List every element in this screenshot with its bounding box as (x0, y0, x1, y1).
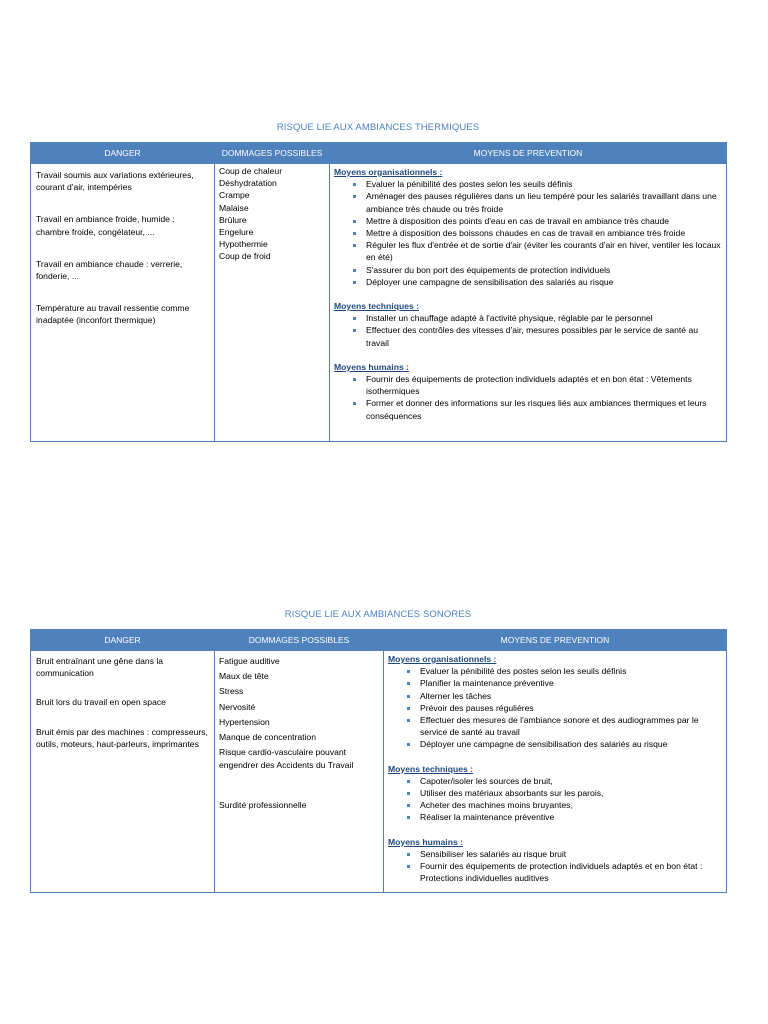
list-item: Mettre à disposition des boissons chaudes en cas de travail en ambiance très froide (366, 227, 722, 239)
list-item: Sensibiliser les salariés au risque bruit (420, 848, 722, 860)
sonore-risk-table (30, 629, 727, 893)
damage-item: Manque de concentration (219, 732, 316, 743)
header-moyens: MOYENS DE PREVENTION (330, 143, 727, 164)
damage-item: Fatigue auditive (219, 656, 280, 666)
moyens-org-list (334, 178, 722, 288)
list-item: Installer un chauffage adapté à l'activité physique, réglable par le personnel (366, 312, 722, 324)
damage-item: Surdité professionnelle (219, 800, 307, 811)
danger-item: Travail en ambiance froide, humide : chambre froide, congélateur, ... (36, 214, 175, 237)
list-item: Alterner les tâches (420, 690, 722, 702)
moyens-cell (330, 164, 727, 442)
thermal-risk-table (30, 142, 727, 442)
moyens-org-title: Moyens organisationnels : (334, 167, 443, 177)
moyens-org-title: Moyens organisationnels : (388, 654, 497, 664)
damage-item: Stress (219, 686, 244, 697)
damage-item: Crampe (219, 190, 250, 201)
header-dommages: DOMMAGES POSSIBLES (215, 630, 384, 651)
header-dommages: DOMMAGES POSSIBLES (215, 143, 330, 164)
table-header-row (31, 630, 727, 651)
danger-item: Travail en ambiance chaude : verrerie, fonderie, ... (36, 258, 183, 282)
list-item: Acheter des machines moins bruyantes, (420, 799, 722, 811)
danger-item: Bruit lors du travail en open space (36, 697, 166, 708)
list-item: Evaluer la pénibilité des postes selon les seuils définis (366, 178, 722, 190)
list-item: Capoter/isoler les sources de bruit, (420, 775, 722, 787)
list-item: Utiliser des matériaux absorbants sur les parois, (420, 787, 722, 799)
danger-cell (31, 164, 215, 442)
danger-cell (31, 651, 215, 893)
moyens-techniques (388, 763, 722, 824)
header-danger: DANGER (31, 630, 215, 651)
dommages-cell (215, 651, 384, 893)
moyens-techniques (334, 300, 722, 349)
moyens-tech-list (334, 312, 722, 349)
moyens-org-list (388, 665, 722, 750)
list-item: Effectuer des contrôles des vitesses d'air, mesures possibles par le service de santé au travail (366, 324, 722, 348)
sonore-section-title: RISQUE LIE AUX AMBIANCES SONORES (284, 609, 472, 620)
damage-item: Brûlure (219, 214, 247, 225)
damage-item: Déshydratation (219, 178, 277, 189)
moyens-organisationnels (388, 653, 722, 751)
damage-item: Malaise (219, 202, 249, 213)
list-item: Evaluer la pénibilité des postes selon les seuils définis (420, 665, 722, 677)
damage-item: Engelure (219, 227, 254, 238)
list-item: Réguler les flux d'entrée et de sortie d'air (éviter les courants d'air en hiver, ventiler les locaux en été) (366, 240, 721, 263)
moyens-hum-list (388, 848, 722, 885)
dommages-cell (215, 164, 330, 442)
table-row (31, 651, 727, 893)
list-item: Former et donner des informations sur les risques liés aux ambiances thermiques et leurs conséquences (366, 397, 722, 421)
list-item: S'assurer du bon port des équipements de protection individuels (366, 264, 722, 276)
list-item: Fournir des équipements de protection individuels adaptés et en bon état : Protections individuelles auditives (420, 860, 722, 884)
header-moyens: MOYENS DE PREVENTION (384, 630, 727, 651)
damage-item: Hypertension (219, 716, 270, 727)
moyens-cell (384, 651, 727, 893)
danger-item: Travail soumis aux variations extérieures, courant d'air, intempéries (36, 170, 194, 193)
list-item: Déployer une campagne de sensibilisation des salariés au risque (420, 738, 722, 750)
moyens-organisationnels (334, 166, 722, 288)
table-row (31, 164, 727, 442)
list-item: Déployer une campagne de sensibilisation des salariés au risque (366, 276, 722, 288)
moyens-hum-title: Moyens humains : (334, 361, 409, 372)
list-item: Fournir des équipements de protection individuels adaptés et en bon état : Vêtements isothermiques (366, 373, 722, 397)
header-danger: DANGER (31, 143, 215, 164)
damage-item: Maux de tête (219, 671, 269, 682)
moyens-hum-list (334, 373, 722, 422)
damage-item: Risque cardio-vasculaire pouvant engendrer des Accidents du Travail (219, 747, 354, 770)
moyens-tech-list (388, 775, 722, 824)
moyens-humains (388, 836, 722, 885)
list-item: Aménager des pauses régulières dans un lieu tempéré pour les salariés travaillant dans une ambiance très chaude ou très froide (366, 190, 722, 214)
moyens-tech-title: Moyens techniques : (388, 763, 473, 774)
table-header-row (31, 143, 727, 164)
moyens-humains (334, 361, 722, 422)
list-item: Planifier la maintenance préventive (420, 677, 722, 689)
damage-item: Coup de froid (219, 251, 271, 262)
list-item: Réaliser la maintenance préventive (420, 811, 722, 823)
list-item: Prévoir des pauses régulières (420, 702, 722, 714)
danger-item: Température au travail ressentie comme inadaptée (inconfort thermique) (36, 303, 190, 326)
moyens-tech-title: Moyens techniques : (334, 301, 419, 312)
damage-item: Nervosité (219, 701, 256, 712)
danger-item: Bruit émis par des machines : compresseurs, outils, moteurs, haut-parleurs, imprimantes (36, 726, 208, 749)
danger-item: Bruit entraînant une gêne dans la communication (36, 656, 164, 679)
damage-item: Coup de chaleur (219, 166, 283, 176)
list-item: Mettre à disposition des points d'eau en cas de travail en ambiance très chaude (366, 215, 722, 227)
thermal-section-title: RISQUE LIE AUX AMBIANCES THERMIQUES (276, 122, 480, 133)
moyens-hum-title: Moyens humains : (388, 836, 463, 847)
list-item: Effectuer des mesures de l'ambiance sonore et des audiogrammes par le service de santé au travail (420, 714, 722, 738)
damage-item: Hypothermie (219, 239, 268, 250)
